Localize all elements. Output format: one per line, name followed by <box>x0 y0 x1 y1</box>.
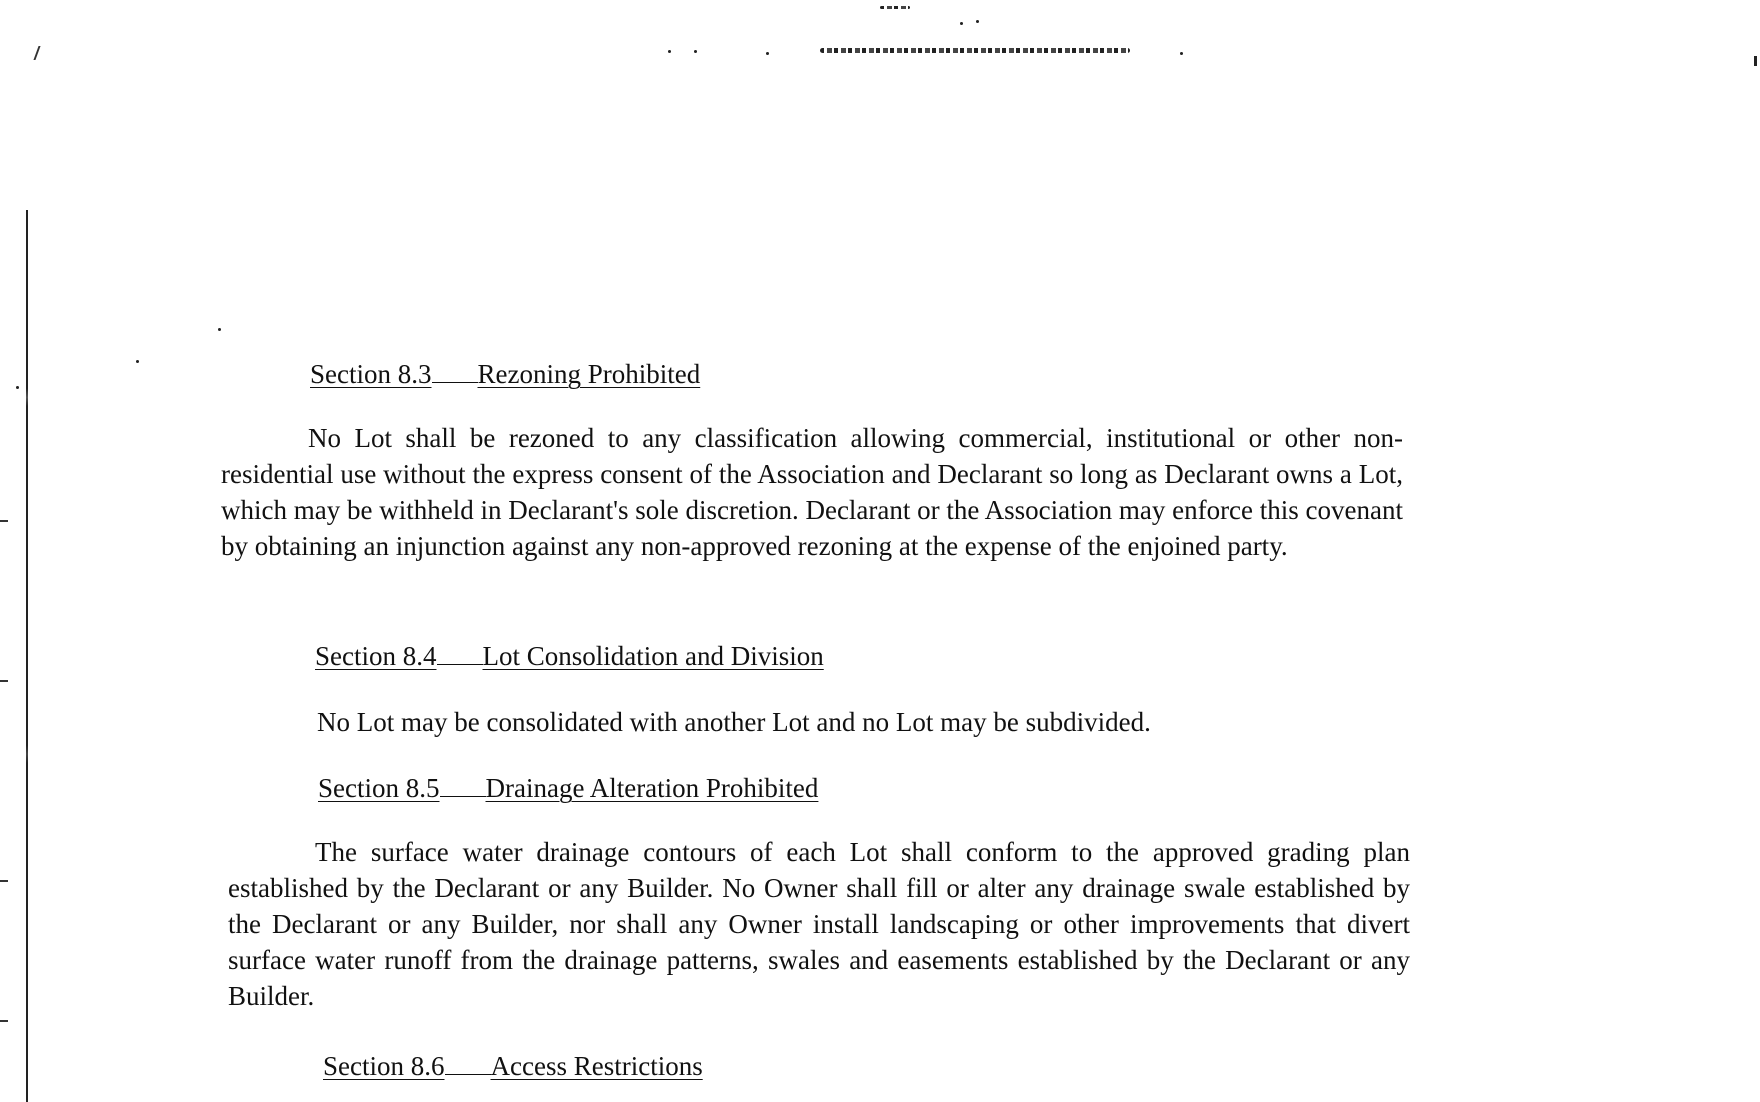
scan-dot <box>976 20 979 23</box>
section-title: Lot Consolidation and Division <box>482 641 824 671</box>
scan-dot <box>960 22 963 25</box>
section-title: Rezoning Prohibited <box>477 359 701 389</box>
heading-gap-rule <box>440 795 486 797</box>
scan-dot <box>694 50 697 53</box>
scan-dot <box>1180 52 1183 55</box>
scan-smudge <box>820 48 1130 53</box>
section-number: Section 8.6 <box>323 1051 445 1081</box>
section-body: The surface water drainage contours of each Lot shall conform to the approved grading plan established by the Declarant or any Builder. No Owner shall fill or alter any drainage swale established by the Declarant or any Builder, nor shall any Owner install landscaping or other improvements that divert surface water runoff from the drainage patterns, swales and easements established by the Declarant or any Builder. <box>228 837 1410 1011</box>
heading-gap-rule <box>432 381 478 383</box>
section-number: Section 8.5 <box>318 773 440 803</box>
scan-mark <box>0 1020 8 1022</box>
heading-gap-rule <box>437 663 483 665</box>
scan-binding-edge <box>26 210 28 1102</box>
scan-mark <box>1754 56 1757 66</box>
section-heading <box>318 772 818 804</box>
section-heading <box>315 640 824 672</box>
scan-mark <box>33 46 46 60</box>
scan-dot <box>16 386 19 389</box>
scan-mark <box>0 680 8 682</box>
heading-gap-rule <box>445 1073 491 1075</box>
section-body: No Lot shall be rezoned to any classification allowing commercial, institutional or other non-residential use without the express consent of the Association and Declarant so long as Declarant owns a Lot, which may be withheld in Declarant's sole discretion. Declarant or the Association may enforce this covenant by obtaining an injunction against any non-approved rezoning at the expense of the enjoined party. <box>221 423 1403 561</box>
section-title: Access Restrictions <box>490 1051 703 1081</box>
section-heading <box>310 358 700 390</box>
scan-dot <box>218 328 221 331</box>
scan-smudge <box>880 6 910 9</box>
section-body: No Lot may be consolidated with another Lot and no Lot may be subdivided. <box>317 707 1151 737</box>
scan-mark <box>0 880 8 882</box>
scan-dot <box>136 360 139 363</box>
scan-dot <box>766 52 769 55</box>
section-title: Drainage Alteration Prohibited <box>485 773 819 803</box>
scan-mark <box>0 520 8 522</box>
section-number: Section 8.3 <box>310 359 432 389</box>
section-heading <box>323 1050 703 1082</box>
scan-dot <box>668 50 671 53</box>
section-number: Section 8.4 <box>315 641 437 671</box>
